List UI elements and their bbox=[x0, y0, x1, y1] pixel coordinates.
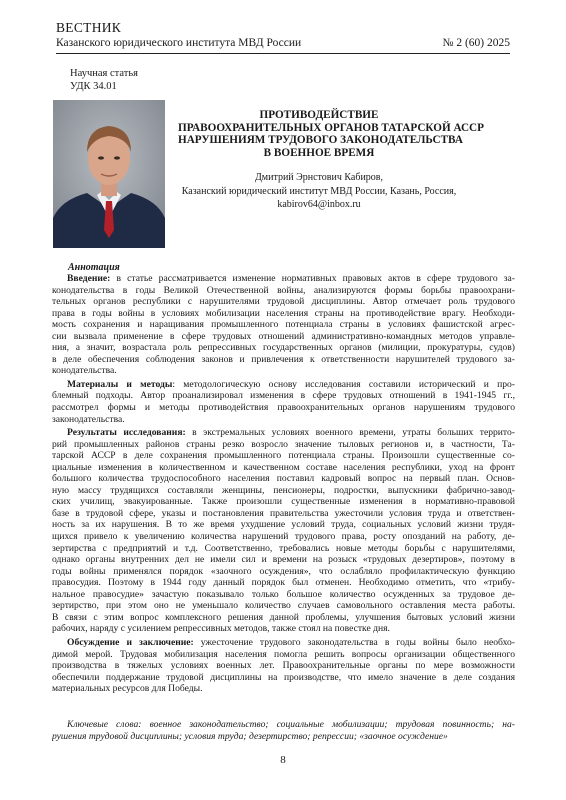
abstract-line bbox=[52, 427, 515, 439]
abstract-line: рий промышленных районов страны резко возросло значение тыловых регионов и, в частности, Та- bbox=[52, 438, 515, 450]
abstract-line: димой мерой. Трудовая мобилизация населения помогла решить вопросы организации общественного bbox=[52, 648, 515, 660]
abstract-line: сии вызвала применение в сфере трудовых отношений административно-командных методов управле- bbox=[52, 330, 515, 342]
abstract-line: циальные изменения в количественном и качественном составе населения республики, уход на фронт bbox=[52, 461, 515, 473]
keywords-line: Ключевые слова: военное законодательство; социальные мобилизации; трудовая повинность; на- bbox=[67, 719, 515, 730]
issue-number: № 2 (60) 2025 bbox=[442, 37, 510, 49]
abstract-body bbox=[52, 273, 515, 695]
line-text: : методологическую основу исследования составили исторический и про- bbox=[172, 378, 515, 390]
keywords bbox=[52, 719, 515, 742]
abstract-line: большого количества трудоспособного населения поставил кадровый вопрос на первый план. Основ- bbox=[52, 473, 515, 485]
journal-subheader bbox=[56, 36, 510, 50]
abstract-line bbox=[52, 379, 515, 391]
page-number: 8 bbox=[280, 754, 286, 766]
udk-code: УДК 34.01 bbox=[70, 81, 117, 92]
abstract-paragraph bbox=[52, 637, 515, 695]
abstract-line: ских училищ, эвакуированные. Также произошли существенные изменения в нормативно-правовой bbox=[52, 496, 515, 508]
abstract-line: тельных органов республики с нарушителями трудовой дисциплины. Автор отмечает роль трудового bbox=[52, 296, 515, 308]
abstract-line: В связи с этим вопрос комплексного решения данной проблемы, улучшения бытовых условий жизни bbox=[52, 611, 515, 623]
keywords-line: рушения трудовой дисциплины; условия труда; дезертирство; репрессии; «заочное осуждение» bbox=[52, 730, 448, 742]
abstract-line: производства в тяжелых условиях военных лет. Правоохранительные органы по мере возможности bbox=[52, 660, 515, 672]
title-line: ПРАВООХРАНИТЕЛЬНЫХ ОРГАНОВ ТАТАРСКОЙ АССР bbox=[178, 121, 484, 134]
abstract-line: однако органы внутренних дел не имели сил и времени на розыск «трудовых дезертиров», поэтому в bbox=[52, 554, 515, 566]
abstract-line: тарской АССР в деле сохранения промышленного потенциала страны. Произошли существенные со- bbox=[52, 450, 515, 462]
title-line: ПРОТИВОДЕЙСТВИЕ bbox=[259, 109, 379, 121]
article-type: Научная статья bbox=[70, 68, 138, 79]
abstract-line bbox=[52, 273, 515, 285]
abstract-line: зертирства с предприятий и т.д. Соответственно, требовались новые методы борьбы с нарушителями, bbox=[52, 542, 515, 554]
section-heading: Материалы и методы bbox=[67, 378, 173, 390]
article-title bbox=[178, 109, 484, 159]
author-block bbox=[178, 171, 460, 212]
abstract-line: зертирство, при этом оно не уменьшало количество случаев самовольного оставления места работы. bbox=[52, 600, 515, 612]
abstract-line: мость сохранения и наращивания промышленного потенциала страны в условиях фашистской агрес- bbox=[52, 319, 515, 331]
journal-header bbox=[56, 20, 510, 50]
abstract-paragraph bbox=[52, 379, 515, 425]
abstract-line: конодательства. bbox=[52, 365, 117, 377]
line-text: в экстремальных условиях военного времени, утраты больших террито- bbox=[185, 427, 515, 439]
section-heading: Обсуждение и заключение: bbox=[67, 636, 194, 648]
institute-name: Казанского юридического института МВД России bbox=[56, 37, 302, 49]
abstract-line: ность за их нарушения. В то же время ухудшение условий труда, социальных условий жизни трудя- bbox=[52, 519, 515, 531]
section-heading: Введение: bbox=[67, 273, 111, 284]
abstract-line: нальное правосудие» зачастую показывало только большое количество осужденных за трудовое де- bbox=[52, 588, 515, 600]
abstract-paragraph bbox=[52, 273, 515, 377]
header-divider bbox=[56, 53, 510, 54]
abstract-line: права в годы войны в условиях мобилизации населения страны на противодействие врагу. Необходи- bbox=[52, 307, 515, 319]
author-name: Дмитрий Эрнстович Кабиров, bbox=[254, 172, 384, 183]
abstract-line: годы войны применялся порядок «заочного осуждения», что ослабляло профилактическую функцию bbox=[52, 565, 515, 577]
abstract-line: блемный подходы. Автор проанализировал изменения в сфере трудовых отношений в 1941-1945 гг., bbox=[52, 390, 515, 402]
section-heading: Результаты исследования: bbox=[67, 427, 186, 439]
abstract-line: ную массу трудящихся составляли женщины, пенсионеры, подростки, выпускники фабрично-завод- bbox=[52, 484, 515, 496]
line-text: ужесточение трудового законодательства в годы войны было необхо- bbox=[193, 636, 515, 648]
journal-name: ВЕСТНИК bbox=[56, 20, 122, 35]
author-photo bbox=[53, 100, 165, 248]
abstract-paragraph bbox=[52, 427, 515, 635]
abstract-line: правосудия. Поэтому в 1944 году данный порядок был отменен. Необходимо отметить, что «трибу- bbox=[52, 577, 515, 589]
author-email: kabirov64@inbox.ru bbox=[277, 199, 361, 210]
abstract-line: материальных ресурсов для Победы. bbox=[52, 683, 203, 695]
abstract-line: конодательства в годы Великой Отечественной войны, анализируются формы борьбы правоохрани- bbox=[52, 284, 515, 296]
line-text: в статье рассматривается изменение нормативных правовых актов в сфере трудового за- bbox=[110, 273, 515, 284]
abstract-line: рабочих, наряду с усилением репрессивных методов, также стоял на повестке дня. bbox=[52, 623, 390, 635]
abstract-line: ния, а значит, возрастала роль репрессивных государственных органов (милиции, прокуратуры, судов) bbox=[52, 342, 515, 354]
article-meta bbox=[70, 67, 138, 93]
abstract-line: законодательства. bbox=[52, 413, 125, 425]
author-affiliation: Казанский юридический институт МВД России, Казань, Россия, bbox=[181, 185, 457, 197]
abstract-line: базе в трудовой сфере, указы и постановления правительства ужесточили условия труда и ответствен- bbox=[52, 507, 515, 519]
abstract-line: в деле обеспечения соблюдения законов и привлечения к ответственности нарушителей трудового за- bbox=[52, 353, 515, 365]
abstract-line: рассмотрел формы и методы противодействия правоохранительных органов нарушениям трудового bbox=[52, 402, 515, 414]
title-line: В ВОЕННОЕ ВРЕМЯ bbox=[263, 146, 375, 159]
abstract-line: обеспечили поддержание трудовой дисциплины на производстве, что имело значение в деле создания bbox=[52, 671, 515, 683]
abstract-line bbox=[52, 637, 515, 649]
annotation-heading: Аннотация bbox=[68, 262, 120, 273]
abstract-line: щихся привело к увеличению количества нарушений трудового права, росту опозданий на работу, де- bbox=[52, 531, 515, 543]
title-line: НАРУШЕНИЯМ ТРУДОВОГО ЗАКОНОДАТЕЛЬСТВА bbox=[178, 134, 463, 147]
